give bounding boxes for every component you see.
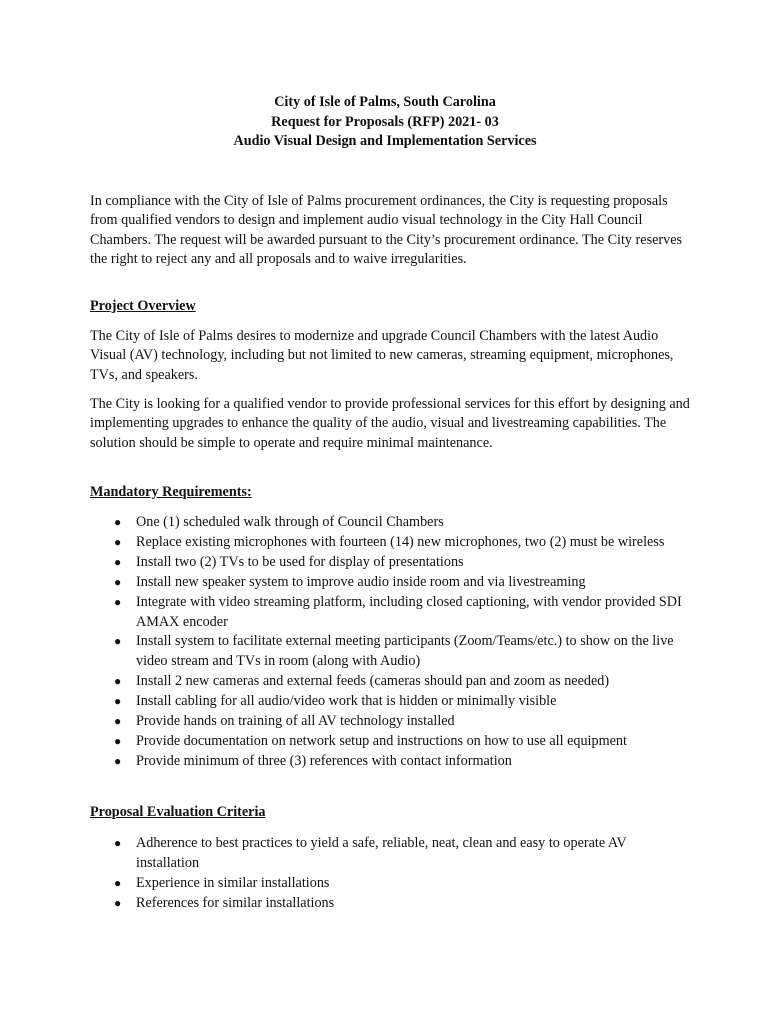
list-item: ● Install cabling for all audio/video work that is hidden or minimally visible: [90, 692, 690, 712]
bullet-icon: ●: [114, 574, 122, 589]
evaluation-criteria-heading: Proposal Evaluation Criteria: [90, 804, 266, 820]
project-overview-paragraph-1: The City of Isle of Palms desires to modernize and upgrade Council Chambers with the latest Audio Visual (AV) technology, including but not limited to new cameras, streaming equipment, microphones, TVs, and speakers.: [90, 328, 674, 383]
list-item: ● Experience in similar installations: [90, 874, 690, 894]
bullet-icon: ●: [114, 594, 122, 609]
list-item: ● Adherence to best practices to yield a safe, reliable, neat, clean and easy to operate AV installation: [114, 835, 627, 871]
list-item: ● Install two (2) TVs to be used for display of presentations: [90, 553, 690, 573]
list-item: ● Integrate with video streaming platform, including closed captioning, with vendor provided SDI AMAX encoder: [114, 593, 682, 630]
list-item: ● Install 2 new cameras and external feeds (cameras should pan and zoom as needed): [90, 672, 690, 692]
intro-paragraph: In compliance with the City of Isle of Palms procurement ordinances, the City is requesting proposals from qualified vendors to design and implement audio visual technology in the City Hall Council Chambers. The request will be awarded pursuant to the City’s procurement ordinance. The City reserves the right to reject any and all proposals and to waive irregularities.: [90, 193, 683, 268]
mandatory-requirements-heading: Mandatory Requirements:: [90, 484, 252, 500]
list-item: ● Install new speaker system to improve audio inside room and via livestreaming: [90, 573, 690, 593]
list-item: ● Replace existing microphones with fourteen (14) new microphones, two (2) must be wireless: [90, 533, 690, 553]
project-overview-paragraph-2: The City is looking for a qualified vendor to provide professional services for this effort by designing and implementing upgrades to enhance the quality of the audio, visual and livestreaming capabilities. The solution should be simple to operate and require minimal maintenance.: [90, 396, 690, 451]
bullet-icon: ●: [114, 875, 122, 890]
bullet-icon: ●: [114, 836, 122, 850]
bullet-icon: ●: [114, 753, 122, 768]
list-item: ● References for similar installations: [90, 894, 690, 914]
project-overview-heading: Project Overview: [90, 298, 196, 314]
bullet-icon: ●: [114, 554, 122, 569]
bullet-icon: ●: [114, 515, 122, 529]
bullet-icon: ●: [114, 534, 122, 549]
bullet-icon: ●: [114, 733, 122, 748]
bullet-icon: ●: [114, 694, 122, 709]
evaluation-criteria-list: [90, 834, 690, 914]
list-item: ● Install system to facilitate external meeting participants (Zoom/Teams/etc.) to show on the live video stream and TVs in room (along with Audio): [114, 633, 674, 670]
list-item: ● One (1) scheduled walk through of Council Chambers: [90, 513, 690, 533]
bullet-icon: ●: [114, 895, 122, 910]
title-city: City of Isle of Palms, South Carolina: [274, 94, 496, 110]
title-services: Audio Visual Design and Implementation Services: [233, 133, 537, 149]
bullet-icon: ●: [114, 634, 122, 649]
list-item: ● Provide minimum of three (3) references with contact information: [90, 752, 690, 772]
list-item: ● Provide hands on training of all AV technology installed: [90, 712, 690, 732]
mandatory-requirements-list: [90, 513, 690, 772]
bullet-icon: ●: [114, 674, 122, 689]
bullet-icon: ●: [114, 714, 122, 729]
document-title-block: [0, 93, 770, 152]
list-item: ● Provide documentation on network setup and instructions on how to use all equipment: [90, 732, 690, 752]
title-rfp-number: Request for Proposals (RFP) 2021- 03: [271, 113, 499, 130]
